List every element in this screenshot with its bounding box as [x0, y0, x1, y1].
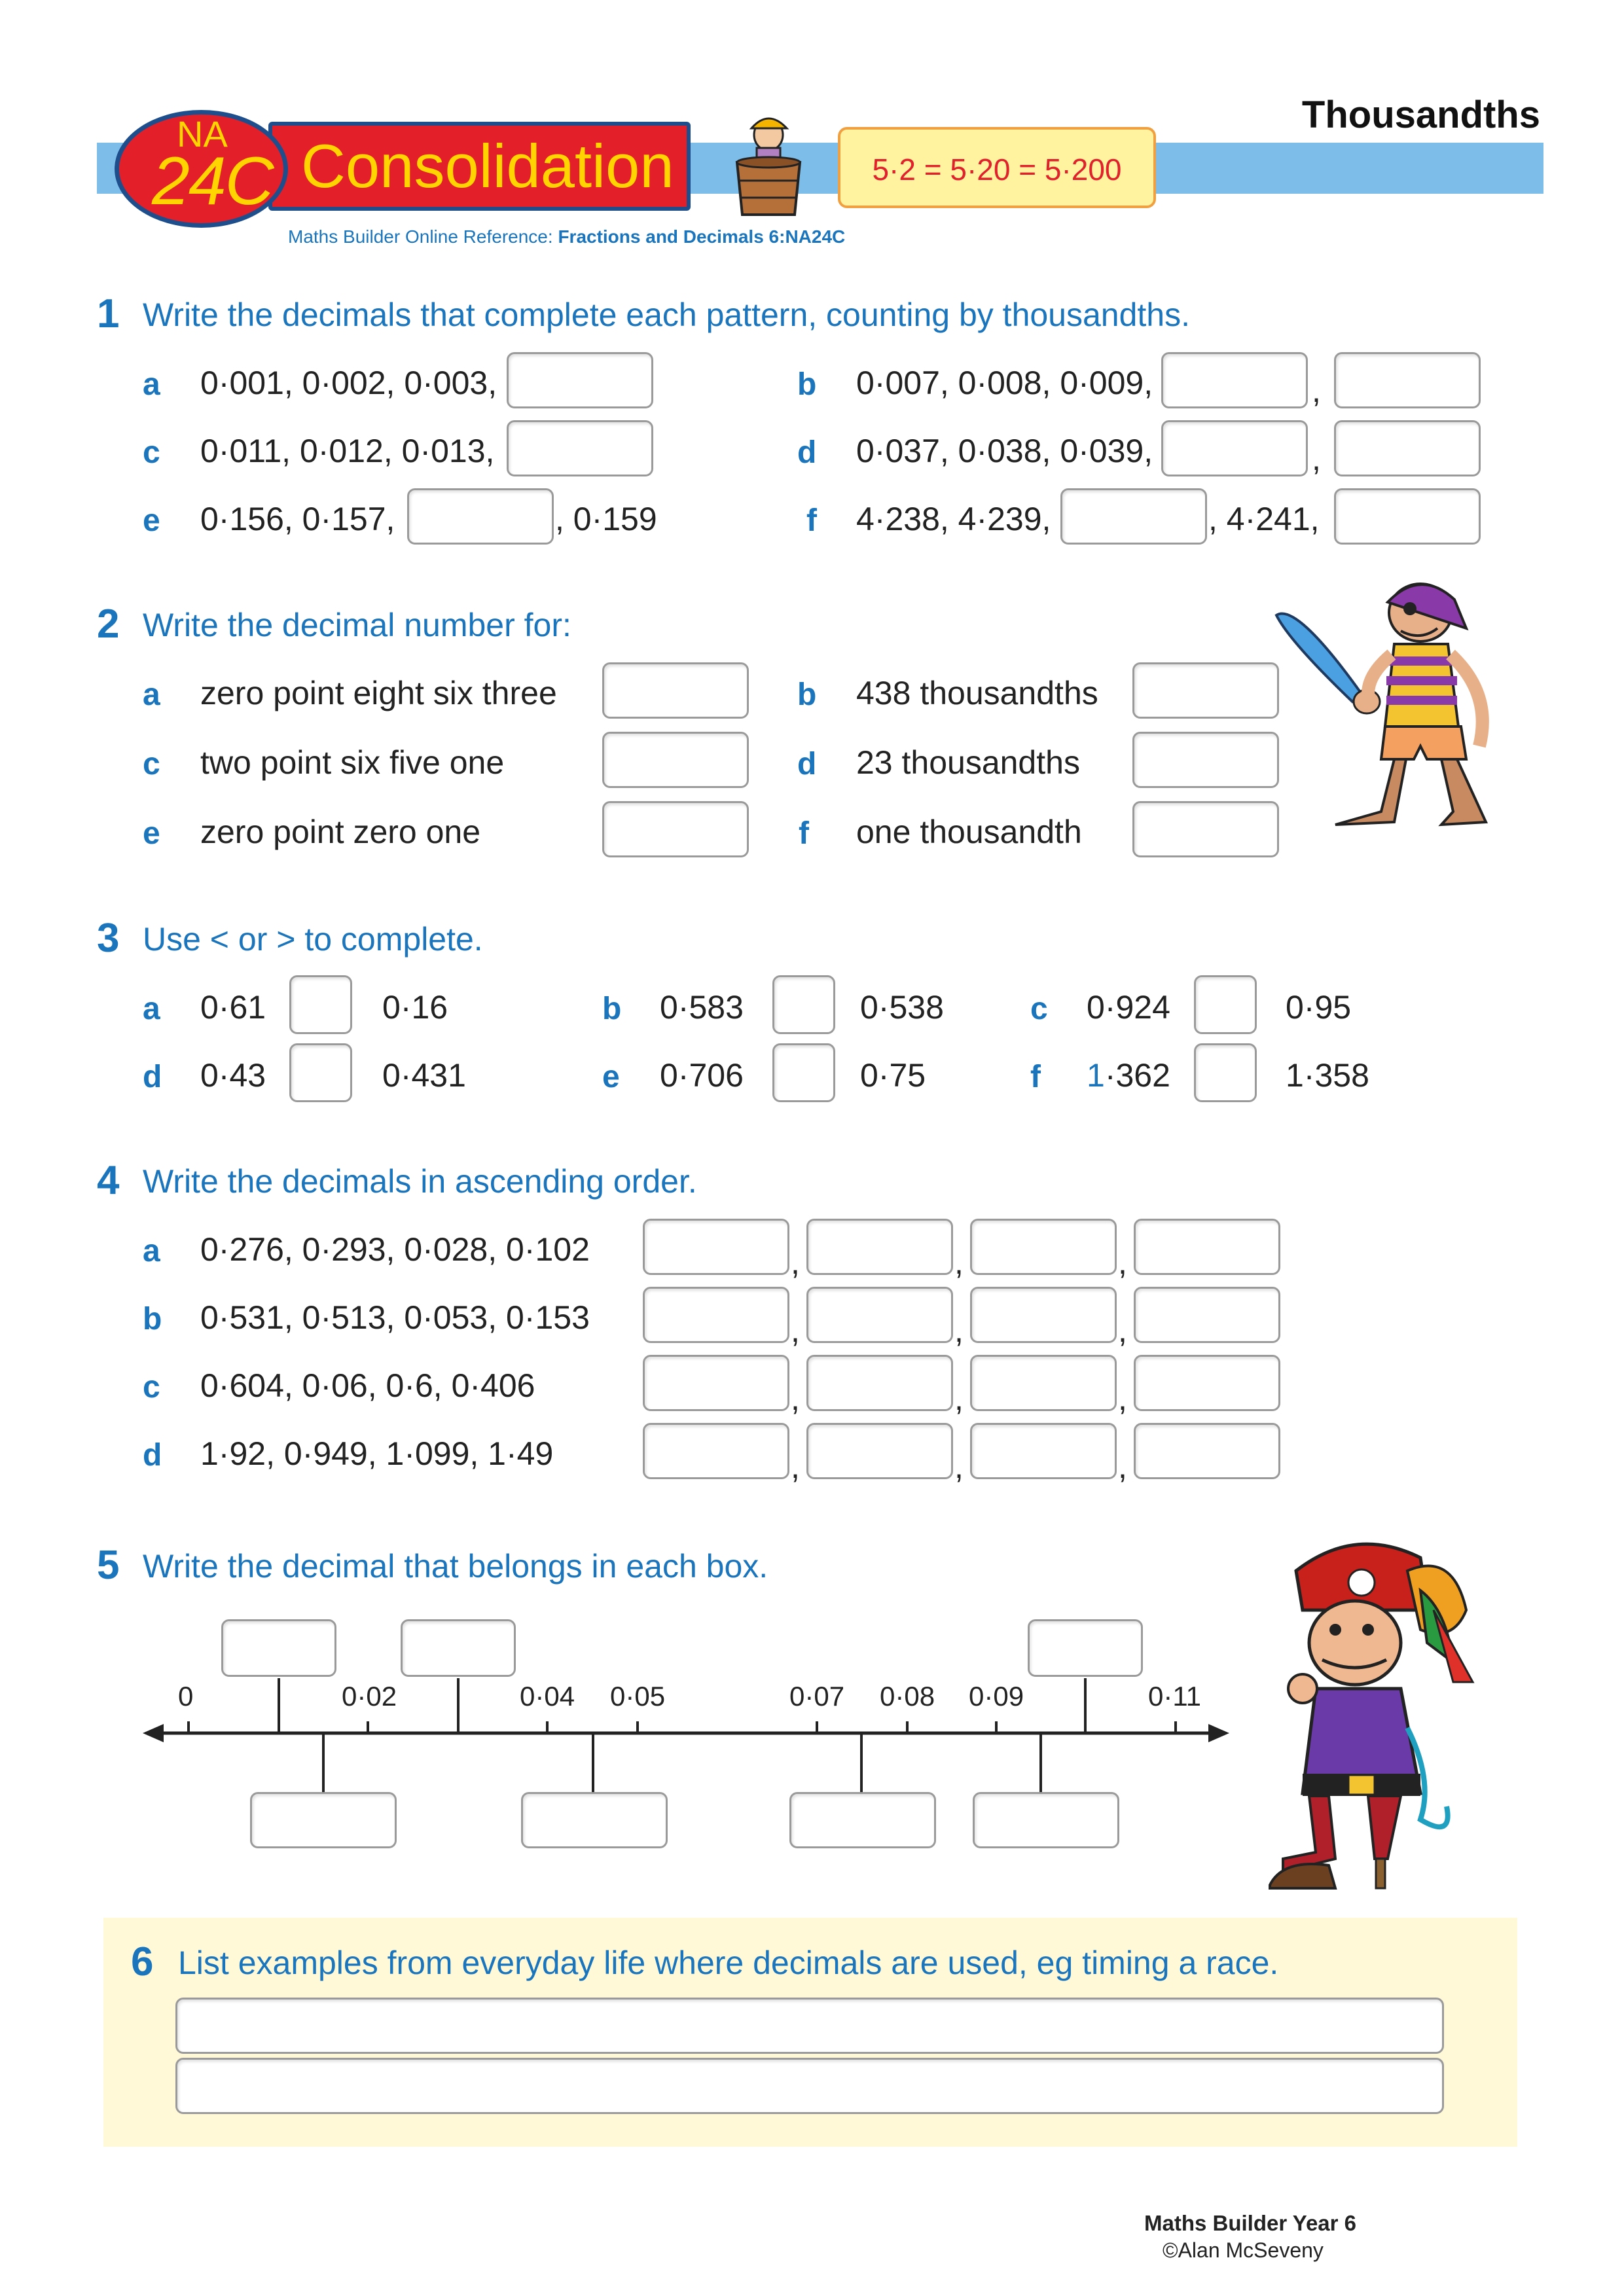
q3f-label: f	[1030, 1060, 1041, 1094]
pirate-captain-illustration	[1257, 1532, 1506, 1898]
q3d-left: 0·43	[200, 1057, 266, 1094]
q1c-text: 0·011, 0·012, 0·013,	[200, 433, 495, 469]
q2f-label: f	[799, 816, 809, 851]
tick-label: 0·08	[880, 1681, 935, 1712]
tick-label: 0	[178, 1681, 194, 1712]
numberline-box-below-1[interactable]	[250, 1792, 397, 1848]
tick-label: 0·05	[610, 1681, 666, 1712]
q4c-comma-2: ,	[954, 1380, 964, 1417]
reference-label: Maths Builder Online Reference:	[288, 226, 558, 247]
numberline-box-above-3[interactable]	[1028, 1619, 1143, 1677]
q4c-comma-3: ,	[1118, 1380, 1127, 1417]
q3b-right: 0·538	[860, 989, 944, 1026]
q2b-label: b	[797, 677, 817, 712]
topic-title: Thousandths	[1301, 94, 1540, 136]
q3e-left: 0·706	[660, 1057, 744, 1094]
q1a-label: a	[143, 367, 160, 402]
q1f-label: f	[806, 503, 817, 538]
q1a-text: 0·001, 0·002, 0·003,	[200, 365, 497, 401]
badge-code: 24C	[152, 143, 273, 219]
footer-book: Maths Builder Year 6	[1144, 2211, 1357, 2235]
q4d-label: d	[143, 1438, 162, 1473]
q3a-label: a	[143, 992, 160, 1026]
q1-number: 1	[97, 291, 120, 336]
q1c-label: c	[143, 435, 160, 470]
q2b-text: 438 thousandths	[856, 675, 1098, 711]
q1f-after-text: , 4·241,	[1208, 501, 1320, 537]
q4d-comma-2: ,	[954, 1448, 964, 1485]
q1f-text: 4·238, 4·239,	[856, 501, 1051, 537]
q4a-text: 0·276, 0·293, 0·028, 0·102	[200, 1231, 590, 1268]
q2-number: 2	[97, 601, 120, 647]
q4c-text: 0·604, 0·06, 0·6, 0·406	[200, 1367, 535, 1404]
numberline-box-above-2[interactable]	[401, 1619, 516, 1677]
q6-answer-line-2[interactable]	[175, 2058, 1444, 2114]
q5-instruction: Write the decimal that belongs in each box.	[143, 1548, 768, 1585]
q4b-comma-1: ,	[791, 1312, 800, 1349]
q4a-comma-3: ,	[1118, 1244, 1127, 1281]
q2e-label: e	[143, 816, 160, 851]
q5-number: 5	[97, 1543, 120, 1588]
q3c-right: 0·95	[1286, 989, 1352, 1026]
q4a-label: a	[143, 1234, 160, 1268]
q1e-after-text: , 0·159	[555, 501, 657, 537]
q3a-left: 0·61	[200, 989, 266, 1026]
q4a-comma-2: ,	[954, 1244, 964, 1281]
q1d-comma: ,	[1312, 440, 1321, 477]
badge-prefix: NA	[177, 113, 228, 154]
q1b-label: b	[797, 367, 817, 402]
q3d-label: d	[143, 1060, 162, 1094]
q4a-comma-1: ,	[791, 1244, 800, 1281]
q1e-text: 0·156, 0·157,	[200, 501, 395, 537]
q4d-text: 1·92, 0·949, 1·099, 1·49	[200, 1435, 554, 1472]
q4b-comma-2: ,	[954, 1312, 964, 1349]
q4-instruction: Write the decimals in ascending order.	[143, 1163, 697, 1200]
numberline-box-below-3[interactable]	[789, 1792, 936, 1848]
q3d-right: 0·431	[382, 1057, 466, 1094]
q3f-left-units: 1	[1087, 1057, 1105, 1094]
tick-label: 0·09	[969, 1681, 1024, 1712]
numberline-box-above-1[interactable]	[221, 1619, 336, 1677]
q3-number: 3	[97, 916, 120, 961]
q1d-label: d	[797, 435, 817, 470]
q1b-text: 0·007, 0·008, 0·009,	[856, 365, 1153, 401]
tick-label: 0·07	[789, 1681, 845, 1712]
q3e-right: 0·75	[860, 1057, 926, 1094]
page-title: Consolidation	[301, 132, 674, 200]
q3-instruction: Use < or > to complete.	[143, 921, 483, 958]
q2d-text: 23 thousandths	[856, 744, 1080, 781]
q1e-label: e	[143, 503, 160, 538]
tick-label: 0·02	[342, 1681, 397, 1712]
q1b-comma: ,	[1312, 372, 1321, 409]
equation-text: 5·2 = 5·20 = 5·200	[872, 152, 1122, 187]
q3f-right: 1·358	[1286, 1057, 1369, 1094]
q4b-label: b	[143, 1302, 162, 1336]
q1-instruction: Write the decimals that complete each pattern, counting by thousandths.	[143, 296, 1190, 333]
q3c-left: 0·924	[1087, 989, 1170, 1026]
q4c-comma-1: ,	[791, 1380, 800, 1417]
q3b-left: 0·583	[660, 989, 744, 1026]
q4d-comma-1: ,	[791, 1448, 800, 1485]
q3c-label: c	[1030, 992, 1048, 1026]
q3e-label: e	[602, 1060, 620, 1094]
tick-label: 0·04	[520, 1681, 575, 1712]
q6-answer-line-1[interactable]	[175, 1998, 1444, 2054]
q2f-text: one thousandth	[856, 814, 1082, 850]
reference-value: Fractions and Decimals 6:NA24C	[558, 226, 846, 247]
q3b-label: b	[602, 992, 622, 1026]
q4c-label: c	[143, 1370, 160, 1405]
numberline-box-below-2[interactable]	[521, 1792, 668, 1848]
q1d-text: 0·037, 0·038, 0·039,	[856, 433, 1153, 469]
footer-copyright: ©Alan McSeveny	[1163, 2238, 1324, 2262]
q2-instruction: Write the decimal number for:	[143, 607, 571, 643]
q6-instruction: List examples from everyday life where decimals are used, eg timing a race.	[178, 1945, 1279, 1981]
q4d-comma-3: ,	[1118, 1448, 1127, 1485]
q6-number: 6	[131, 1939, 154, 1984]
q4b-text: 0·531, 0·513, 0·053, 0·153	[200, 1299, 590, 1336]
q4b-comma-3: ,	[1118, 1312, 1127, 1349]
q2e-text: zero point zero one	[200, 814, 481, 850]
q2c-label: c	[143, 747, 160, 781]
numberline-box-below-4[interactable]	[973, 1792, 1119, 1848]
q2d-label: d	[797, 747, 817, 781]
q2c-text: two point six five one	[200, 744, 505, 781]
q4-number: 4	[97, 1158, 120, 1203]
q2a-label: a	[143, 677, 160, 712]
q2a-text: zero point eight six three	[200, 675, 557, 711]
q3a-right: 0·16	[382, 989, 448, 1026]
q3f-left-decimals: ·362	[1104, 1057, 1170, 1094]
tick-label: 0·11	[1148, 1681, 1201, 1712]
